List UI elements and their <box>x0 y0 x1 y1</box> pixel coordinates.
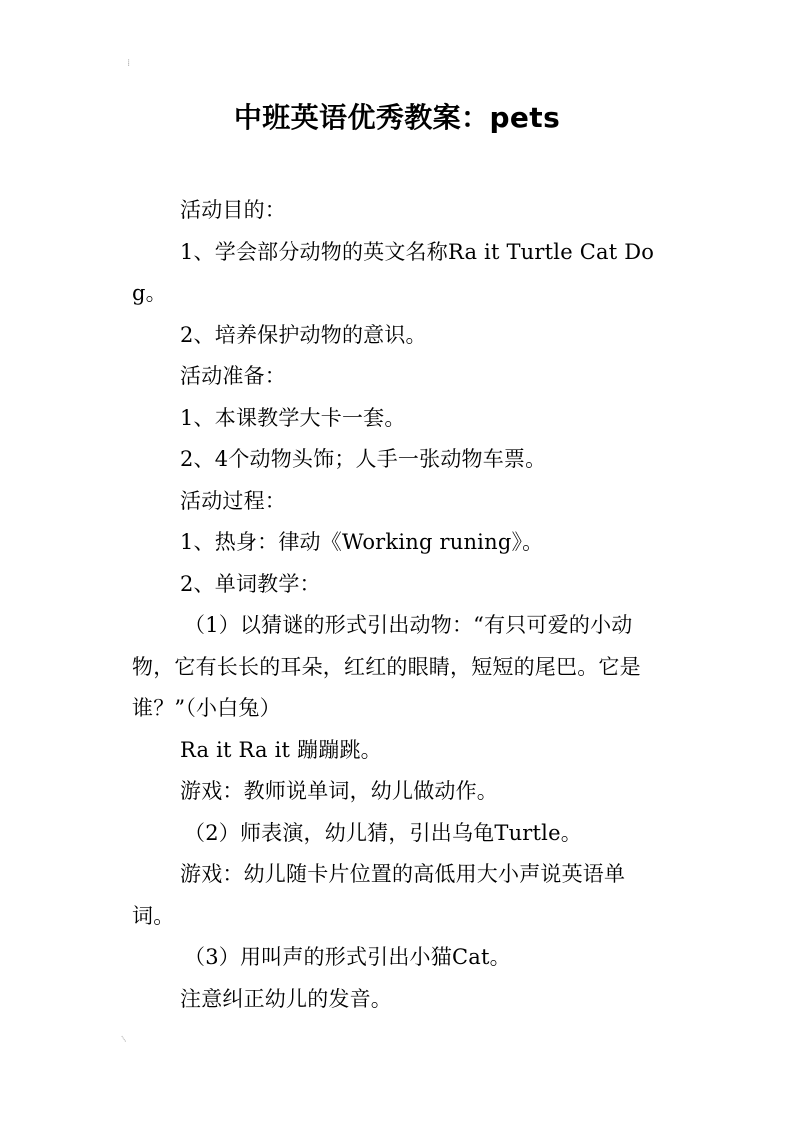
paragraph-pronunciation: 注意纠正幼儿的发音。 <box>180 986 392 1011</box>
paragraph-goal-2: 2、培养保护动物的意识。 <box>180 322 427 347</box>
paragraph-rabbit-chant: Ra it Ra it 蹦蹦跳。 <box>180 737 382 762</box>
paragraph-game-2: 游戏：幼儿随卡片位置的高低用大小声说英语单词。 <box>132 862 626 928</box>
paragraph-cat: （3）用叫声的形式引出小猫Cat。 <box>184 945 511 969</box>
paragraph-preparation-1: 1、本课教学大卡一套。 <box>180 405 406 430</box>
paragraph-warmup: 1、热身：律动《Working runing》。 <box>180 530 544 554</box>
paragraph-turtle: （2）师表演，幼儿猜，引出乌龟Turtle。 <box>184 820 582 845</box>
paragraph-preparation-2: 2、4个动物头饰；人手一张动物车票。 <box>180 447 547 471</box>
document-title: 中班英语优秀教案：pets <box>233 101 561 134</box>
paragraph-goal-1: 1、学会部分动物的英文名称Ra it Turtle Cat Dog。 <box>132 239 655 305</box>
paragraph-preparation-heading: 活动准备： <box>180 364 286 388</box>
page-corner-mark-bottom: ⁞ <box>119 1034 129 1046</box>
page-corner-mark-top: ⁞ <box>127 58 131 69</box>
paragraph-process-heading: 活动过程： <box>180 488 286 513</box>
paragraph-word-teaching: 2、单词教学： <box>180 571 321 596</box>
paragraph-riddle: （1）以猜谜的形式引出动物：“有只可爱的小动物，它有长长的耳朵，红红的眼睛，短短的尾巴。它是谁？”（小白兔） <box>132 613 641 720</box>
paragraph-activity-goal-heading: 活动目的： <box>180 198 286 222</box>
paragraph-game-1: 游戏：教师说单词，幼儿做动作。 <box>180 779 498 803</box>
document-body <box>132 190 662 1020</box>
